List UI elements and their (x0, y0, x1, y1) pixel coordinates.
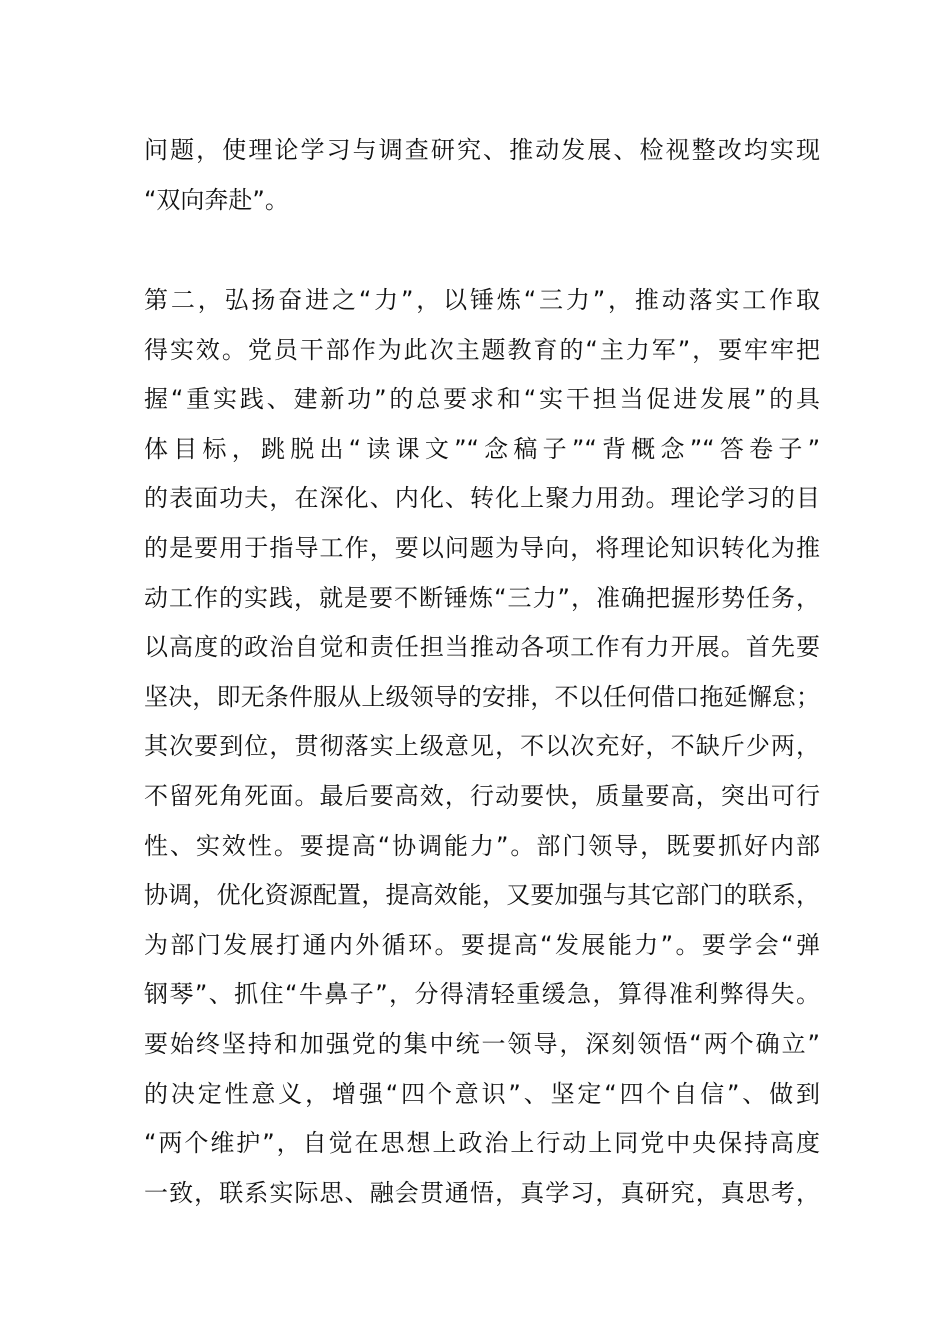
paragraph-line: 坚决，即无条件服从上级领导的安排，不以任何借口拖延懈怠； (144, 682, 820, 711)
paragraph-line: 要始终坚持和加强党的集中统一领导，深刻领悟“两个确立” (144, 1029, 820, 1058)
paragraph-line: 一致，联系实际思、融会贯通悟，真学习，真研究，真思考， (144, 1178, 820, 1207)
paragraph-line: 为部门发展打通内外循环。要提高“发展能力”。要学会“弹 (144, 930, 820, 959)
paragraph-line: 协调，优化资源配置，提高效能，又要加强与其它部门的联系， (144, 881, 820, 910)
paragraph-1 (144, 126, 820, 225)
paragraph-line: 握“重实践、建新功”的总要求和“实干担当促进发展”的具 (144, 385, 820, 414)
paragraph-line: 不留死角死面。最后要高效，行动要快，质量要高，突出可行 (144, 781, 820, 810)
paragraph-2 (144, 276, 820, 1218)
paragraph-line: 的表面功夫，在深化、内化、转化上聚力用劲。理论学习的目 (144, 484, 820, 513)
paragraph-line: 性、实效性。要提高“协调能力”。部门领导，既要抓好内部 (144, 831, 820, 860)
paragraph-line: 其次要到位，贯彻落实上级意见，不以次充好，不缺斤少两， (144, 732, 820, 761)
paragraph-line: 体目标，跳脱出“读课文”“念稿子”“背概念”“答卷子” (144, 434, 820, 463)
paragraph-line: 的是要用于指导工作，要以问题为导向，将理论知识转化为推 (144, 533, 820, 562)
paragraph-line: 问题，使理论学习与调查研究、推动发展、检视整改均实现 (144, 136, 820, 164)
paragraph-line: 第二，弘扬奋进之“力”，以锤炼“三力”，推动落实工作取 (144, 286, 820, 314)
paragraph-line: “双向奔赴”。 (144, 185, 289, 214)
paragraph-line: 钢琴”、抓住“牛鼻子”，分得清轻重缓急，算得准利弊得失。 (144, 980, 820, 1009)
paragraph-line: 动工作的实践，就是要不断锤炼“三力”，准确把握形势任务， (144, 583, 820, 612)
paragraph-line: 以高度的政治自觉和责任担当推动各项工作有力开展。首先要 (144, 633, 820, 662)
paragraph-line: “两个维护”，自觉在思想上政治上行动上同党中央保持高度 (144, 1129, 820, 1158)
paragraph-line: 的决定性意义，增强“四个意识”、坚定“四个自信”、做到 (144, 1079, 820, 1108)
paragraph-line: 得实效。党员干部作为此次主题教育的“主力军”，要牢牢把 (144, 335, 820, 364)
